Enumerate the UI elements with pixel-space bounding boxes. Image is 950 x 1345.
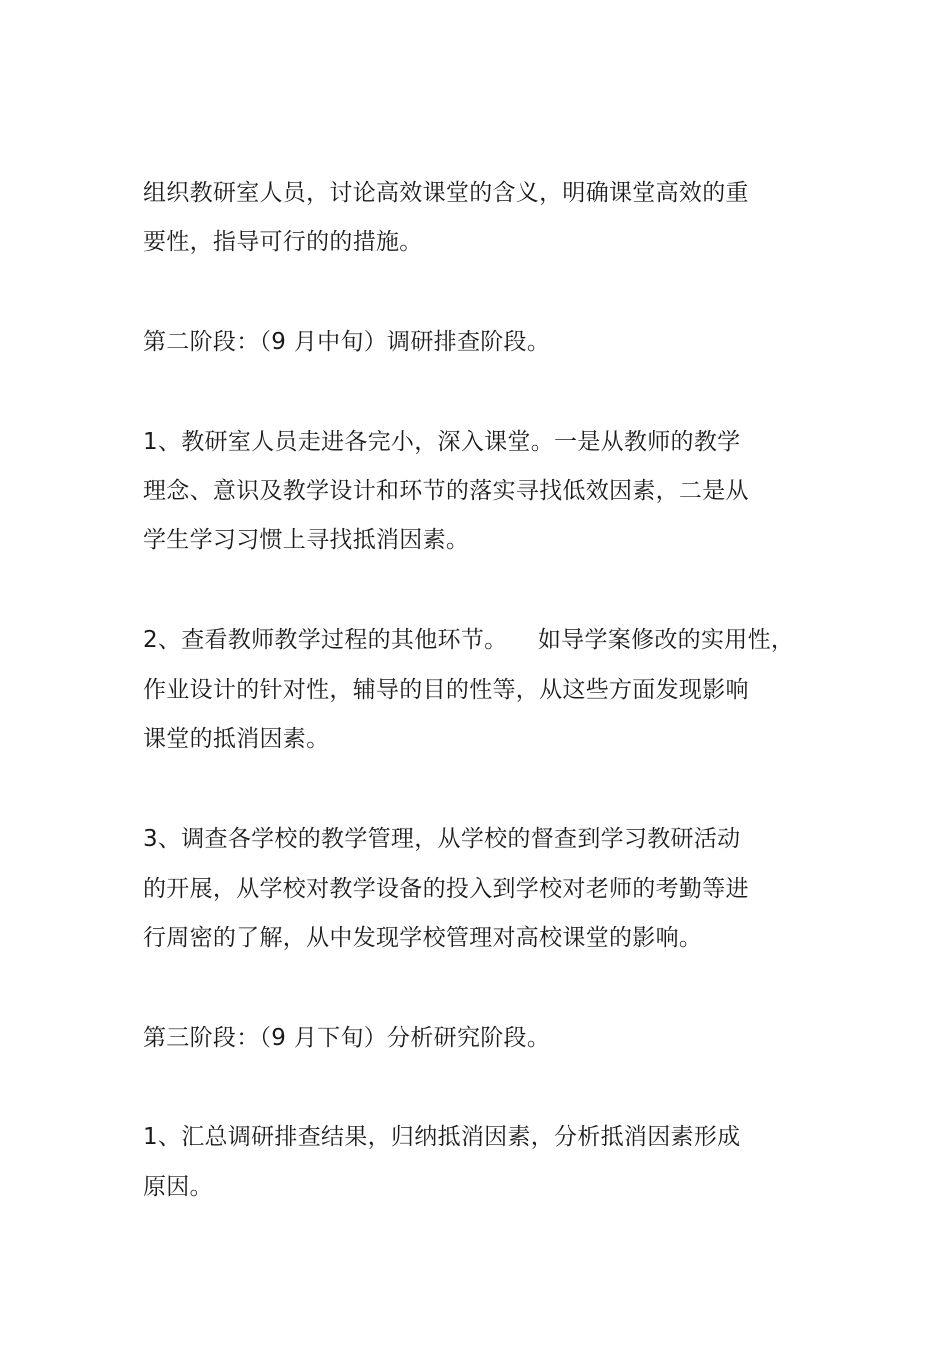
stage2-item3-line-3: 行周密的了解，从中发现学校管理对高校课堂的影响。 <box>143 925 703 951</box>
stage3-item1-line-1: 1、汇总调研排查结果，归纳抵消因素，分析抵消因素形成 <box>143 1124 741 1150</box>
stage3-item1-line-2: 原因。 <box>143 1174 213 1200</box>
stage2-item1-line-3: 学生学习习惯上寻找抵消因素。 <box>143 527 470 553</box>
stage2-item1-line-2: 理念、意识及教学设计和环节的落实寻找低效因素，二是从 <box>143 478 749 504</box>
stage2-item3-line-2: 的开展，从学校对教学设备的投入到学校对老师的考勤等进 <box>143 876 749 902</box>
stage3-heading: 第三阶段：（9 月下旬）分析研究阶段。 <box>143 1025 551 1051</box>
stage2-heading: 第二阶段：（9 月中旬）调研排查阶段。 <box>143 329 551 355</box>
stage2-item2-line-3: 课堂的抵消因素。 <box>143 726 330 752</box>
stage2-item2-line-2: 作业设计的针对性，辅导的目的性等，从这些方面发现影响 <box>143 677 749 703</box>
stage2-item1-line-1: 1、教研室人员走进各完小，深入课堂。一是从教师的教学 <box>143 429 741 455</box>
intro-line-1: 组织教研室人员，讨论高效课堂的含义，明确课堂高效的重 <box>143 180 749 206</box>
stage2-item2-line-1: 2、查看教师教学过程的其他环节。 如导学案修改的实用性， <box>143 627 795 653</box>
intro-line-2: 要性，指导可行的的措施。 <box>143 229 423 255</box>
stage2-item3-line-1: 3、调查各学校的教学管理，从学校的督查到学习教研活动 <box>143 826 741 852</box>
